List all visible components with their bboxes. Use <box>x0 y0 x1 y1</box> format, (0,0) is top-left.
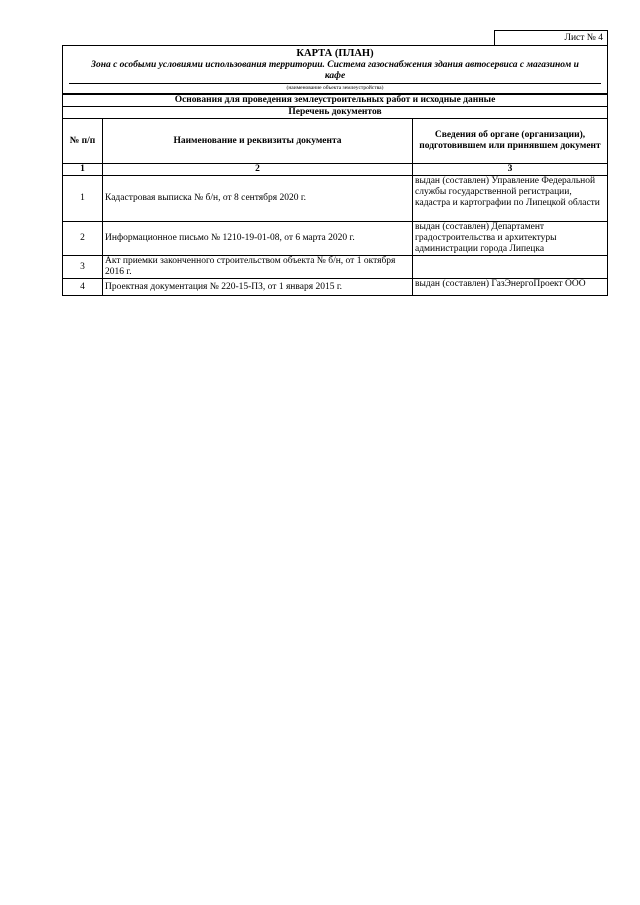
documents-heading: Перечень документов <box>63 106 607 118</box>
document-issuer: выдан (составлен) ГазЭнергоПроект ООО <box>413 279 608 296</box>
table-header-row <box>63 119 607 164</box>
column-number: 2 <box>103 164 413 176</box>
map-plan-frame <box>62 45 608 296</box>
column-header-document: Наименование и реквизиты документа <box>103 119 413 164</box>
document-issuer: выдан (составлен) Управление Федеральной службы государственной регистрации, кадастра и картографии по Липецкой области <box>413 176 608 222</box>
sheet-number: Лист № 4 <box>494 30 608 45</box>
column-number: 3 <box>413 164 608 176</box>
table-row <box>63 256 607 279</box>
column-number-row <box>63 164 607 176</box>
column-number: 1 <box>63 164 103 176</box>
row-number: 4 <box>63 279 103 296</box>
document-title: КАРТА (ПЛАН) <box>296 48 374 59</box>
object-name-caption: (наименование объекта землеустройства) <box>69 83 601 92</box>
column-header-number: № п/п <box>63 119 103 164</box>
document-issuer: выдан (составлен) Департамент градостроительства и архитектуры администрации города Липецка <box>413 222 608 256</box>
object-name: Зона с особыми условиями использования территории. Система газоснабжения здания автосервиса с магазином и кафе <box>91 60 579 81</box>
row-number: 1 <box>63 176 103 222</box>
table-row <box>63 222 607 256</box>
basis-heading: Основания для проведения землеустроительных работ и исходные данные <box>63 93 607 106</box>
document-name: Кадастровая выписка № б/н, от 8 сентября 2020 г. <box>103 176 413 222</box>
row-number: 3 <box>63 256 103 279</box>
documents-table <box>63 118 607 295</box>
table-row <box>63 279 607 296</box>
column-header-issuer: Сведения об органе (организации), подготовившем или принявшем документ <box>413 119 608 164</box>
document-name: Информационное письмо № 1210-19-01-08, от 6 марта 2020 г. <box>103 222 413 256</box>
table-row <box>63 176 607 222</box>
document-issuer <box>413 256 608 279</box>
document-name: Проектная документация № 220-15-ПЗ, от 1 января 2015 г. <box>103 279 413 296</box>
document-name: Акт приемки законченного строительством объекта № б/н, от 1 октября 2016 г. <box>103 256 413 279</box>
row-number: 2 <box>63 222 103 256</box>
